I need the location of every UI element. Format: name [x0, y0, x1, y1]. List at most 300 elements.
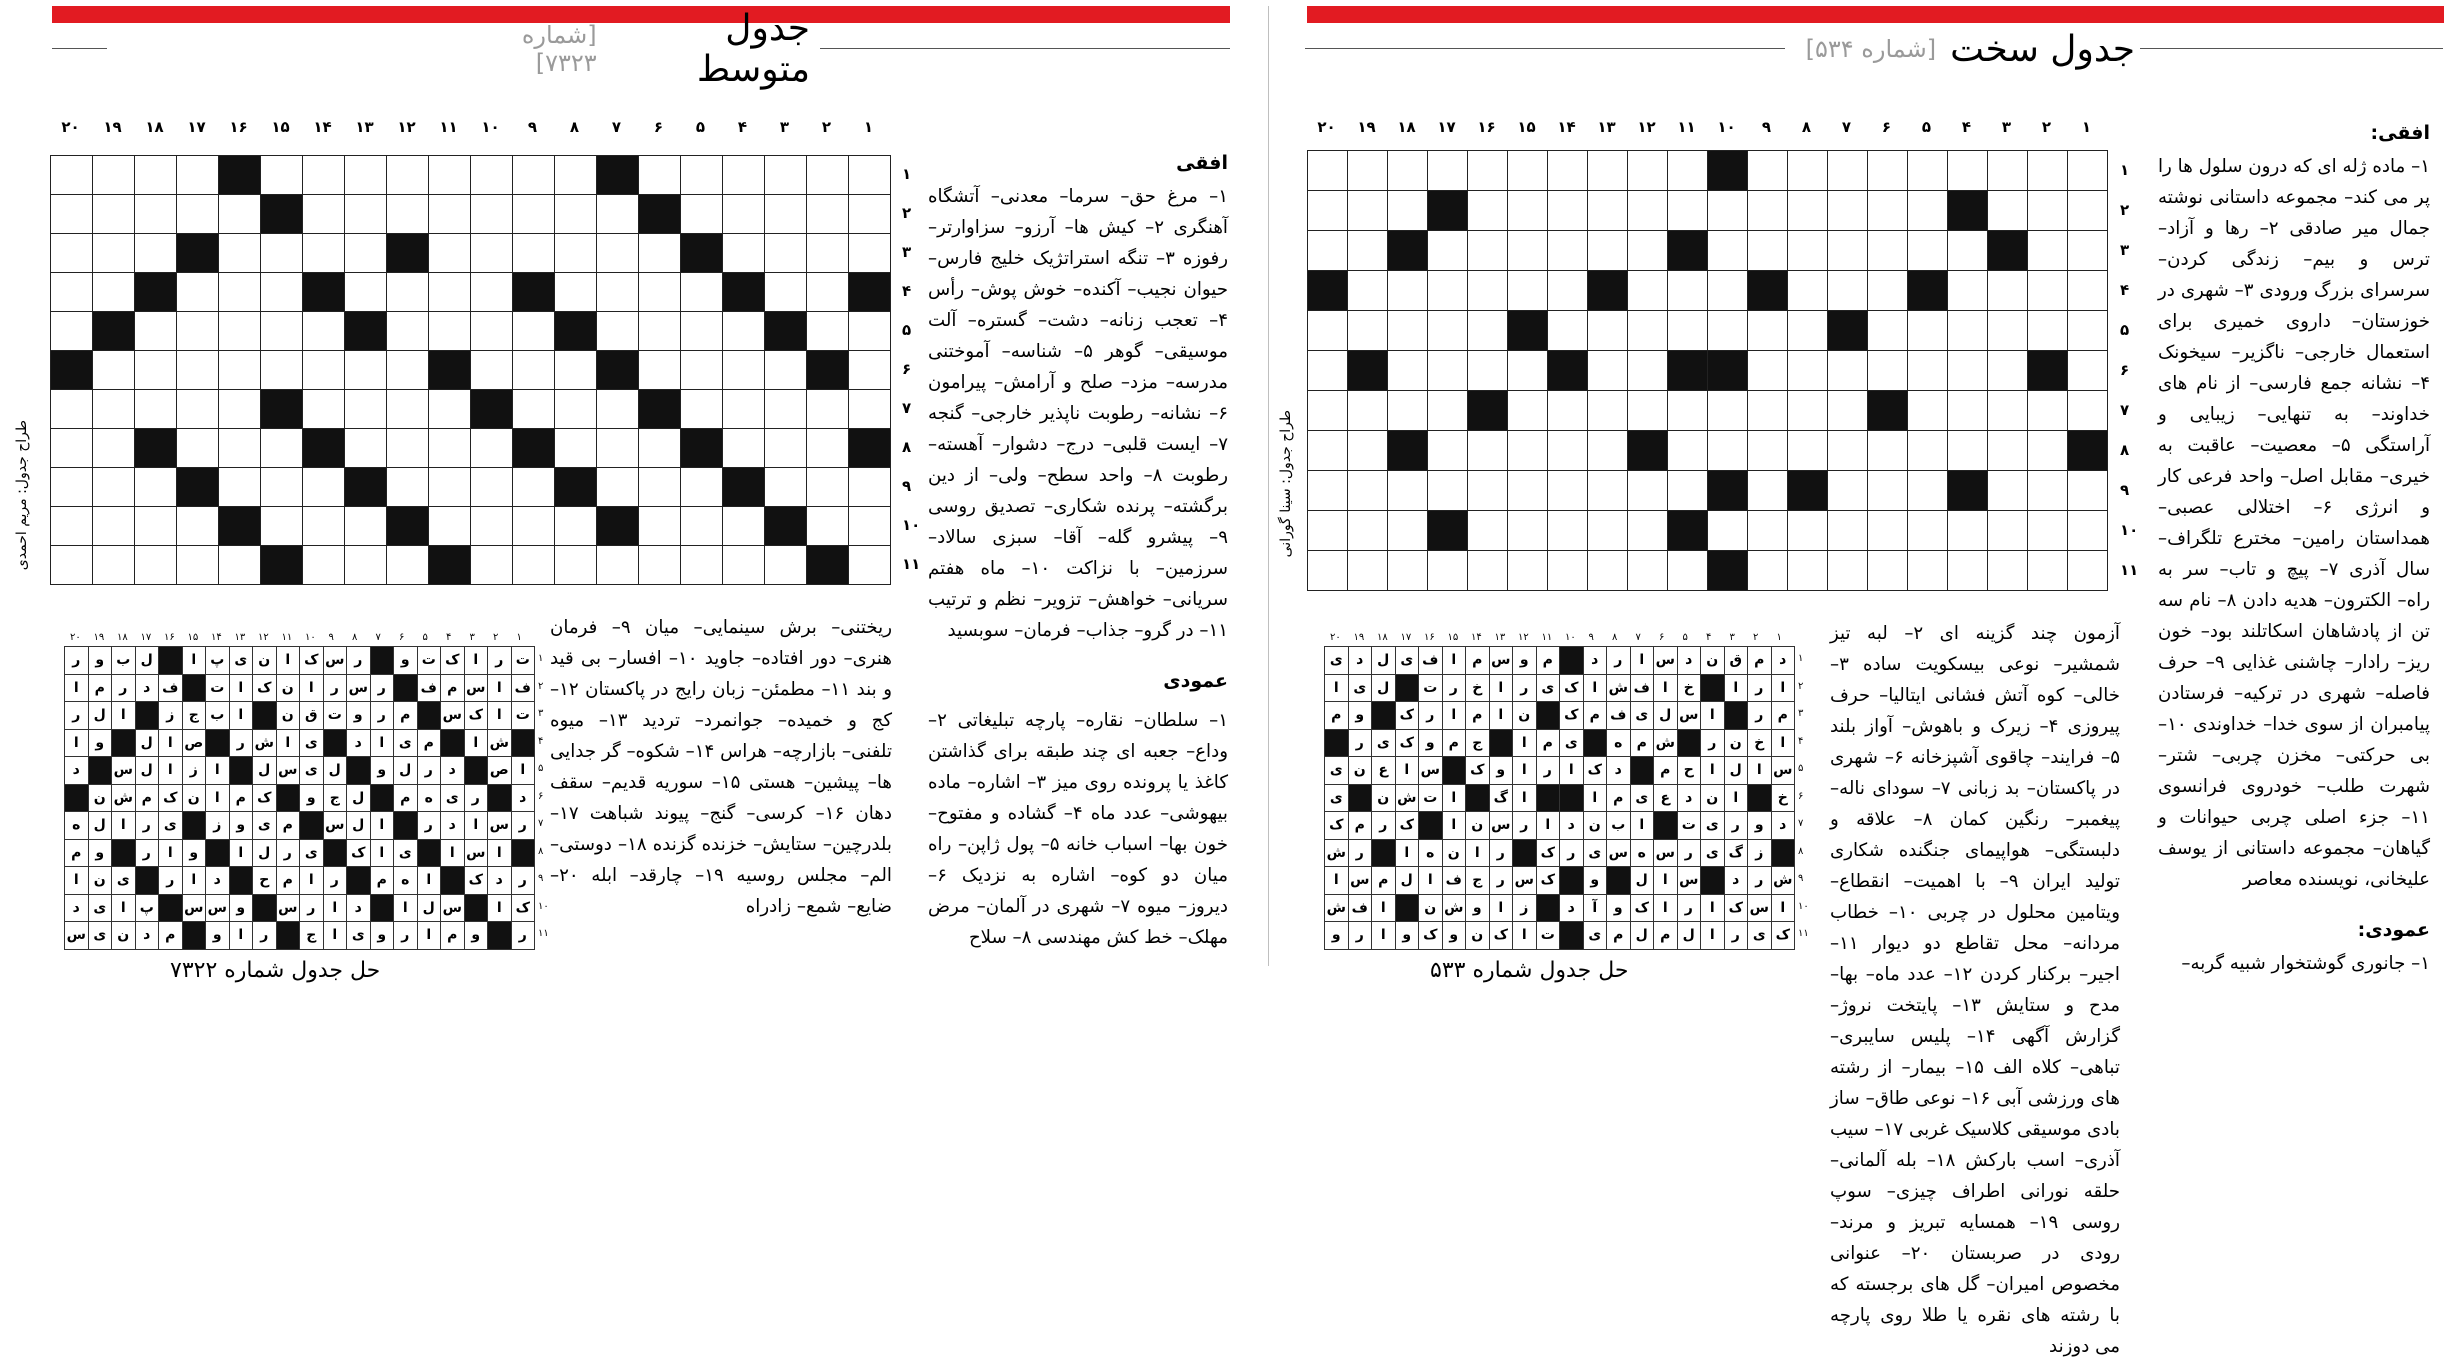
grid-cell[interactable]	[681, 351, 723, 390]
grid-cell[interactable]	[765, 546, 807, 585]
grid-cell[interactable]	[345, 507, 387, 546]
right-crossword-grid[interactable]	[1307, 150, 2108, 591]
grid-cell[interactable]	[597, 273, 639, 312]
grid-cell[interactable]	[51, 429, 93, 468]
grid-cell[interactable]	[2068, 191, 2108, 231]
grid-cell[interactable]	[387, 156, 429, 195]
grid-cell[interactable]	[219, 351, 261, 390]
grid-cell[interactable]	[1828, 151, 1868, 191]
grid-cell[interactable]	[1468, 351, 1508, 391]
grid-cell[interactable]	[513, 507, 555, 546]
grid-cell[interactable]	[1468, 191, 1508, 231]
grid-cell[interactable]	[1428, 351, 1468, 391]
grid-cell[interactable]	[681, 507, 723, 546]
grid-cell[interactable]	[1748, 511, 1788, 551]
grid-cell[interactable]	[1788, 431, 1828, 471]
grid-cell[interactable]	[723, 507, 765, 546]
grid-cell[interactable]	[2028, 471, 2068, 511]
grid-cell[interactable]	[2068, 391, 2108, 431]
grid-cell[interactable]	[639, 351, 681, 390]
grid-cell[interactable]	[1628, 351, 1668, 391]
grid-cell[interactable]	[1948, 511, 1988, 551]
grid-cell[interactable]	[345, 351, 387, 390]
grid-cell[interactable]	[1908, 471, 1948, 511]
grid-cell[interactable]	[849, 195, 891, 234]
grid-cell[interactable]	[1828, 271, 1868, 311]
grid-cell[interactable]	[2068, 151, 2108, 191]
grid-cell[interactable]	[303, 507, 345, 546]
grid-cell[interactable]	[1948, 151, 1988, 191]
grid-cell[interactable]	[639, 234, 681, 273]
grid-cell[interactable]	[1948, 551, 1988, 591]
grid-cell[interactable]	[1708, 231, 1748, 271]
grid-cell[interactable]	[1908, 511, 1948, 551]
grid-cell[interactable]	[1348, 551, 1388, 591]
grid-cell[interactable]	[1988, 471, 2028, 511]
grid-cell[interactable]	[723, 546, 765, 585]
grid-cell[interactable]	[1988, 431, 2028, 471]
grid-cell[interactable]	[723, 390, 765, 429]
grid-cell[interactable]	[93, 468, 135, 507]
grid-cell[interactable]	[1588, 391, 1628, 431]
grid-cell[interactable]	[1668, 271, 1708, 311]
grid-cell[interactable]	[1308, 151, 1348, 191]
grid-cell[interactable]	[1868, 351, 1908, 391]
grid-cell[interactable]	[2028, 151, 2068, 191]
grid-cell[interactable]	[1708, 311, 1748, 351]
grid-cell[interactable]	[1868, 511, 1908, 551]
grid-cell[interactable]	[1948, 351, 1988, 391]
grid-cell[interactable]	[555, 234, 597, 273]
grid-cell[interactable]	[1948, 391, 1988, 431]
grid-cell[interactable]	[555, 351, 597, 390]
grid-cell[interactable]	[345, 273, 387, 312]
grid-cell[interactable]	[1708, 391, 1748, 431]
grid-cell[interactable]	[1468, 551, 1508, 591]
grid-cell[interactable]	[1868, 551, 1908, 591]
grid-cell[interactable]	[1348, 191, 1388, 231]
grid-cell[interactable]	[555, 156, 597, 195]
grid-cell[interactable]	[849, 468, 891, 507]
grid-cell[interactable]	[1748, 231, 1788, 271]
grid-cell[interactable]	[1868, 471, 1908, 511]
grid-cell[interactable]	[1388, 391, 1428, 431]
grid-cell[interactable]	[555, 390, 597, 429]
grid-cell[interactable]	[513, 312, 555, 351]
grid-cell[interactable]	[597, 468, 639, 507]
grid-cell[interactable]	[1628, 551, 1668, 591]
grid-cell[interactable]	[1308, 431, 1348, 471]
grid-cell[interactable]	[1508, 191, 1548, 231]
grid-cell[interactable]	[849, 234, 891, 273]
grid-cell[interactable]	[471, 351, 513, 390]
grid-cell[interactable]	[135, 507, 177, 546]
grid-cell[interactable]	[1428, 551, 1468, 591]
grid-cell[interactable]	[1948, 311, 1988, 351]
grid-cell[interactable]	[261, 156, 303, 195]
grid-cell[interactable]	[1308, 311, 1348, 351]
grid-cell[interactable]	[471, 507, 513, 546]
grid-cell[interactable]	[177, 195, 219, 234]
grid-cell[interactable]	[429, 468, 471, 507]
grid-cell[interactable]	[1908, 551, 1948, 591]
grid-cell[interactable]	[471, 429, 513, 468]
grid-cell[interactable]	[2068, 511, 2108, 551]
grid-cell[interactable]	[1628, 191, 1668, 231]
grid-cell[interactable]	[1308, 351, 1348, 391]
grid-cell[interactable]	[765, 273, 807, 312]
grid-cell[interactable]	[1908, 431, 1948, 471]
grid-cell[interactable]	[1628, 311, 1668, 351]
grid-cell[interactable]	[93, 234, 135, 273]
grid-cell[interactable]	[219, 546, 261, 585]
grid-cell[interactable]	[1428, 391, 1468, 431]
grid-cell[interactable]	[51, 156, 93, 195]
grid-cell[interactable]	[1508, 551, 1548, 591]
grid-cell[interactable]	[135, 546, 177, 585]
grid-cell[interactable]	[135, 390, 177, 429]
grid-cell[interactable]	[1468, 471, 1508, 511]
grid-cell[interactable]	[1388, 551, 1428, 591]
grid-cell[interactable]	[555, 507, 597, 546]
grid-cell[interactable]	[1908, 151, 1948, 191]
grid-cell[interactable]	[303, 312, 345, 351]
grid-cell[interactable]	[723, 351, 765, 390]
grid-cell[interactable]	[597, 546, 639, 585]
grid-cell[interactable]	[219, 234, 261, 273]
grid-cell[interactable]	[93, 351, 135, 390]
grid-cell[interactable]	[303, 195, 345, 234]
grid-cell[interactable]	[471, 234, 513, 273]
grid-cell[interactable]	[1788, 391, 1828, 431]
grid-cell[interactable]	[1428, 231, 1468, 271]
grid-cell[interactable]	[765, 390, 807, 429]
grid-cell[interactable]	[1388, 351, 1428, 391]
grid-cell[interactable]	[1748, 391, 1788, 431]
grid-cell[interactable]	[1428, 271, 1468, 311]
grid-cell[interactable]	[93, 429, 135, 468]
grid-cell[interactable]	[1508, 271, 1548, 311]
grid-cell[interactable]	[1788, 351, 1828, 391]
grid-cell[interactable]	[261, 429, 303, 468]
grid-cell[interactable]	[303, 156, 345, 195]
grid-cell[interactable]	[1868, 311, 1908, 351]
grid-cell[interactable]	[639, 273, 681, 312]
grid-cell[interactable]	[219, 195, 261, 234]
grid-cell[interactable]	[1308, 231, 1348, 271]
grid-cell[interactable]	[1548, 191, 1588, 231]
grid-cell[interactable]	[2028, 231, 2068, 271]
grid-cell[interactable]	[1588, 191, 1628, 231]
grid-cell[interactable]	[2068, 231, 2108, 271]
left-crossword-grid[interactable]	[50, 155, 891, 585]
grid-cell[interactable]	[177, 429, 219, 468]
grid-cell[interactable]	[51, 312, 93, 351]
grid-cell[interactable]	[387, 468, 429, 507]
grid-cell[interactable]	[1548, 431, 1588, 471]
grid-cell[interactable]	[303, 546, 345, 585]
grid-cell[interactable]	[1508, 151, 1548, 191]
grid-cell[interactable]	[1468, 311, 1508, 351]
grid-cell[interactable]	[681, 390, 723, 429]
grid-cell[interactable]	[1748, 191, 1788, 231]
grid-cell[interactable]	[849, 351, 891, 390]
grid-cell[interactable]	[1748, 551, 1788, 591]
grid-cell[interactable]	[765, 351, 807, 390]
grid-cell[interactable]	[429, 429, 471, 468]
grid-cell[interactable]	[387, 429, 429, 468]
grid-cell[interactable]	[1988, 551, 2028, 591]
grid-cell[interactable]	[93, 156, 135, 195]
grid-cell[interactable]	[1868, 191, 1908, 231]
grid-cell[interactable]	[1988, 391, 2028, 431]
grid-cell[interactable]	[681, 468, 723, 507]
grid-cell[interactable]	[1628, 511, 1668, 551]
grid-cell[interactable]	[471, 546, 513, 585]
grid-cell[interactable]	[1548, 271, 1588, 311]
grid-cell[interactable]	[219, 429, 261, 468]
grid-cell[interactable]	[345, 234, 387, 273]
grid-cell[interactable]	[1788, 551, 1828, 591]
grid-cell[interactable]	[429, 234, 471, 273]
grid-cell[interactable]	[1828, 511, 1868, 551]
grid-cell[interactable]	[261, 351, 303, 390]
grid-cell[interactable]	[807, 468, 849, 507]
grid-cell[interactable]	[1988, 271, 2028, 311]
grid-cell[interactable]	[387, 390, 429, 429]
grid-cell[interactable]	[429, 312, 471, 351]
grid-cell[interactable]	[1668, 151, 1708, 191]
grid-cell[interactable]	[135, 312, 177, 351]
grid-cell[interactable]	[345, 156, 387, 195]
grid-cell[interactable]	[723, 234, 765, 273]
grid-cell[interactable]	[471, 312, 513, 351]
grid-cell[interactable]	[1468, 231, 1508, 271]
grid-cell[interactable]	[849, 390, 891, 429]
grid-cell[interactable]	[51, 390, 93, 429]
grid-cell[interactable]	[51, 195, 93, 234]
grid-cell[interactable]	[849, 156, 891, 195]
grid-cell[interactable]	[1828, 351, 1868, 391]
grid-cell[interactable]	[1348, 311, 1388, 351]
grid-cell[interactable]	[597, 234, 639, 273]
grid-cell[interactable]	[1668, 471, 1708, 511]
grid-cell[interactable]	[1748, 351, 1788, 391]
grid-cell[interactable]	[513, 468, 555, 507]
grid-cell[interactable]	[1348, 431, 1388, 471]
grid-cell[interactable]	[723, 156, 765, 195]
grid-cell[interactable]	[765, 429, 807, 468]
grid-cell[interactable]	[513, 156, 555, 195]
grid-cell[interactable]	[1588, 431, 1628, 471]
grid-cell[interactable]	[1548, 511, 1588, 551]
grid-cell[interactable]	[1588, 351, 1628, 391]
grid-cell[interactable]	[1548, 471, 1588, 511]
grid-cell[interactable]	[93, 195, 135, 234]
grid-cell[interactable]	[1828, 471, 1868, 511]
grid-cell[interactable]	[1468, 431, 1508, 471]
grid-cell[interactable]	[639, 546, 681, 585]
grid-cell[interactable]	[1988, 311, 2028, 351]
grid-cell[interactable]	[1348, 391, 1388, 431]
grid-cell[interactable]	[1628, 151, 1668, 191]
grid-cell[interactable]	[807, 390, 849, 429]
grid-cell[interactable]	[1948, 271, 1988, 311]
grid-cell[interactable]	[723, 195, 765, 234]
grid-cell[interactable]	[1628, 391, 1668, 431]
grid-cell[interactable]	[177, 351, 219, 390]
grid-cell[interactable]	[513, 390, 555, 429]
grid-cell[interactable]	[1428, 311, 1468, 351]
grid-cell[interactable]	[1508, 231, 1548, 271]
grid-cell[interactable]	[261, 234, 303, 273]
grid-cell[interactable]	[219, 468, 261, 507]
grid-cell[interactable]	[429, 273, 471, 312]
grid-cell[interactable]	[555, 273, 597, 312]
grid-cell[interactable]	[1988, 511, 2028, 551]
grid-cell[interactable]	[1388, 151, 1428, 191]
grid-cell[interactable]	[1508, 431, 1548, 471]
grid-cell[interactable]	[597, 390, 639, 429]
grid-cell[interactable]	[1388, 191, 1428, 231]
grid-cell[interactable]	[765, 468, 807, 507]
grid-cell[interactable]	[639, 156, 681, 195]
grid-cell[interactable]	[303, 234, 345, 273]
grid-cell[interactable]	[471, 273, 513, 312]
grid-cell[interactable]	[135, 351, 177, 390]
grid-cell[interactable]	[513, 546, 555, 585]
grid-cell[interactable]	[555, 429, 597, 468]
grid-cell[interactable]	[1748, 431, 1788, 471]
grid-cell[interactable]	[765, 195, 807, 234]
grid-cell[interactable]	[93, 546, 135, 585]
grid-cell[interactable]	[1908, 351, 1948, 391]
grid-cell[interactable]	[1788, 271, 1828, 311]
grid-cell[interactable]	[1508, 391, 1548, 431]
grid-cell[interactable]	[1348, 471, 1388, 511]
grid-cell[interactable]	[1828, 191, 1868, 231]
grid-cell[interactable]	[1548, 391, 1588, 431]
grid-cell[interactable]	[345, 195, 387, 234]
grid-cell[interactable]	[807, 507, 849, 546]
grid-cell[interactable]	[1388, 271, 1428, 311]
grid-cell[interactable]	[1548, 551, 1588, 591]
grid-cell[interactable]	[1908, 311, 1948, 351]
grid-cell[interactable]	[807, 312, 849, 351]
grid-cell[interactable]	[1388, 471, 1428, 511]
grid-cell[interactable]	[135, 468, 177, 507]
grid-cell[interactable]	[177, 312, 219, 351]
grid-cell[interactable]	[345, 546, 387, 585]
grid-cell[interactable]	[177, 390, 219, 429]
grid-cell[interactable]	[1468, 151, 1508, 191]
grid-cell[interactable]	[1828, 231, 1868, 271]
grid-cell[interactable]	[597, 312, 639, 351]
grid-cell[interactable]	[135, 234, 177, 273]
grid-cell[interactable]	[807, 273, 849, 312]
grid-cell[interactable]	[807, 234, 849, 273]
grid-cell[interactable]	[1788, 511, 1828, 551]
grid-cell[interactable]	[1348, 151, 1388, 191]
grid-cell[interactable]	[2068, 351, 2108, 391]
grid-cell[interactable]	[303, 351, 345, 390]
grid-cell[interactable]	[1548, 311, 1588, 351]
grid-cell[interactable]	[807, 195, 849, 234]
grid-cell[interactable]	[1748, 471, 1788, 511]
grid-cell[interactable]	[387, 546, 429, 585]
grid-cell[interactable]	[471, 195, 513, 234]
grid-cell[interactable]	[2028, 391, 2068, 431]
grid-cell[interactable]	[2028, 271, 2068, 311]
grid-cell[interactable]	[723, 312, 765, 351]
grid-cell[interactable]	[1588, 231, 1628, 271]
grid-cell[interactable]	[2028, 431, 2068, 471]
grid-cell[interactable]	[1588, 551, 1628, 591]
grid-cell[interactable]	[51, 468, 93, 507]
grid-cell[interactable]	[1428, 431, 1468, 471]
grid-cell[interactable]	[1588, 311, 1628, 351]
grid-cell[interactable]	[219, 312, 261, 351]
grid-cell[interactable]	[1548, 231, 1588, 271]
grid-cell[interactable]	[681, 312, 723, 351]
grid-cell[interactable]	[765, 156, 807, 195]
grid-cell[interactable]	[1588, 471, 1628, 511]
grid-cell[interactable]	[1628, 231, 1668, 271]
grid-cell[interactable]	[681, 546, 723, 585]
grid-cell[interactable]	[429, 195, 471, 234]
grid-cell[interactable]	[1788, 191, 1828, 231]
grid-cell[interactable]	[1308, 191, 1348, 231]
grid-cell[interactable]	[723, 429, 765, 468]
grid-cell[interactable]	[807, 156, 849, 195]
grid-cell[interactable]	[177, 273, 219, 312]
grid-cell[interactable]	[555, 546, 597, 585]
grid-cell[interactable]	[261, 507, 303, 546]
grid-cell[interactable]	[1588, 511, 1628, 551]
grid-cell[interactable]	[1988, 351, 2028, 391]
grid-cell[interactable]	[1708, 431, 1748, 471]
grid-cell[interactable]	[303, 390, 345, 429]
grid-cell[interactable]	[2028, 511, 2068, 551]
grid-cell[interactable]	[1428, 471, 1468, 511]
grid-cell[interactable]	[135, 195, 177, 234]
grid-cell[interactable]	[1948, 231, 1988, 271]
grid-cell[interactable]	[1668, 551, 1708, 591]
grid-cell[interactable]	[1788, 311, 1828, 351]
grid-cell[interactable]	[1668, 311, 1708, 351]
grid-cell[interactable]	[93, 507, 135, 546]
grid-cell[interactable]	[1308, 391, 1348, 431]
grid-cell[interactable]	[219, 273, 261, 312]
grid-cell[interactable]	[639, 312, 681, 351]
grid-cell[interactable]	[471, 468, 513, 507]
grid-cell[interactable]	[1948, 431, 1988, 471]
grid-cell[interactable]	[1588, 151, 1628, 191]
grid-cell[interactable]	[387, 273, 429, 312]
grid-cell[interactable]	[261, 312, 303, 351]
grid-cell[interactable]	[2068, 551, 2108, 591]
grid-cell[interactable]	[1548, 151, 1588, 191]
grid-cell[interactable]	[1868, 431, 1908, 471]
grid-cell[interactable]	[1348, 511, 1388, 551]
grid-cell[interactable]	[2068, 471, 2108, 511]
grid-cell[interactable]	[639, 468, 681, 507]
grid-cell[interactable]	[1508, 511, 1548, 551]
grid-cell[interactable]	[513, 195, 555, 234]
grid-cell[interactable]	[849, 312, 891, 351]
grid-cell[interactable]	[1988, 151, 2028, 191]
grid-cell[interactable]	[51, 234, 93, 273]
